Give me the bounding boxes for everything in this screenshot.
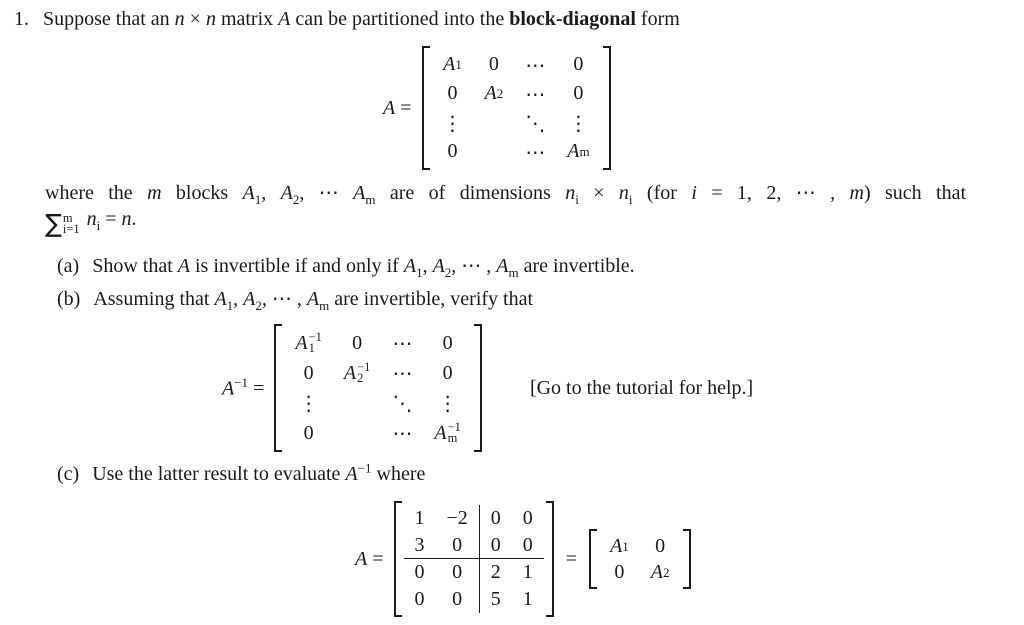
matrix-a (422, 46, 611, 170)
ddots-icon: ⋱ (525, 110, 546, 135)
math-var: A (343, 361, 357, 384)
matrix-cell: 0 (414, 561, 425, 583)
matrix-cell: 0 (573, 53, 584, 75)
matrix-cell (640, 559, 681, 585)
matrix-cell: 0 (414, 588, 425, 610)
math-var: A (567, 140, 580, 162)
math-var: A (214, 288, 227, 310)
script-stack (357, 359, 371, 385)
numeric-matrix-lhs: A = (355, 547, 384, 570)
item-b (57, 286, 533, 312)
subscript: i=1 (62, 222, 80, 236)
math-var: A (222, 377, 235, 400)
matrix-cell (423, 388, 472, 418)
math-var: A (443, 53, 456, 75)
subscript: m (579, 144, 590, 159)
matrix-cell: 0 (436, 586, 480, 613)
matrix-cell: 1 (522, 588, 533, 610)
right-bracket (546, 501, 554, 617)
matrix-cell: 0 (655, 534, 666, 557)
subscript: i (628, 192, 633, 207)
script-stack (447, 419, 461, 445)
matrix-cell (556, 137, 600, 166)
superscript: −1 (357, 359, 371, 374)
subscript: i (96, 218, 101, 233)
item-a-label: (a) (57, 255, 80, 277)
subscript: m (365, 192, 376, 207)
matrix-cell (381, 418, 423, 448)
item-c-label: (c) (57, 462, 80, 485)
matrix-cell: 0 (436, 532, 480, 559)
where-line-2: ∑ m i=1 $n_i = n$. (45, 208, 137, 238)
superscript: −1 (234, 374, 249, 390)
matrix-cell: 0 (490, 507, 501, 529)
subscript: 2 (444, 265, 452, 280)
left-bracket (422, 46, 430, 170)
item-c-text: Use the latter result to evaluate $A^{-1}$ where (92, 460, 426, 485)
math-var: A (306, 288, 320, 310)
left-bracket (589, 529, 597, 589)
numeric-matrix (394, 501, 554, 617)
subscript: 1 (455, 57, 462, 72)
matrix-cell: 0 (442, 331, 453, 354)
matrix-cell (474, 108, 515, 137)
matrix-cell: −2 (436, 505, 480, 532)
subscript: m (447, 431, 458, 445)
math-var: A (177, 255, 190, 277)
subscript: 1 (622, 538, 629, 554)
matrix-cell (381, 388, 423, 418)
subscript: 1 (254, 192, 262, 207)
math-var: m (147, 182, 162, 204)
superscript: −1 (357, 460, 372, 475)
vdots-icon: ⋮ (298, 391, 319, 415)
matrix-cell: 1 (522, 561, 533, 583)
left-bracket (274, 324, 282, 452)
where-line-1: where the m blocks $A_1$, $A_2$, ⋯ $A_m$ are of dimensions $n_i \times n_i$ (for i = 1, 2, ⋯ , m) such that (45, 182, 967, 207)
subscript: 1 (308, 341, 315, 355)
superscript: −1 (447, 419, 461, 434)
matrix-cell (432, 50, 474, 79)
math-var: A (295, 331, 308, 354)
right-bracket (683, 529, 691, 589)
matrix-cell: 0 (447, 140, 458, 162)
matrix-cell: 0 (436, 559, 480, 586)
item-b-label: (b) (57, 288, 81, 310)
cdots-icon: ⋯ (392, 421, 413, 445)
matrix-cell (514, 137, 556, 166)
cdots-icon: ⋯ (392, 331, 413, 355)
block-diagonal-equation (383, 46, 611, 170)
math-var: A (496, 255, 509, 277)
math-var: A (355, 547, 368, 570)
matrix-cell (432, 108, 474, 137)
tutorial-help-link[interactable]: [Go to the tutorial for help.] (529, 376, 754, 399)
matrix-cell: 5 (490, 588, 501, 610)
cdots-icon: ⋯ (392, 361, 413, 385)
matrix-cell: 0 (303, 421, 314, 444)
math-var: A (484, 82, 497, 104)
matrix-cell (284, 328, 333, 358)
matrix-cell: 0 (303, 361, 314, 384)
matrix-cell (381, 358, 423, 388)
subscript: 2 (255, 298, 262, 313)
intro-text: Suppose that an n × n matrix A can be partitioned into the block-diagonal form (43, 8, 680, 30)
math-var: m (849, 182, 864, 204)
matrix-cell (381, 328, 423, 358)
summation (45, 209, 80, 238)
right-bracket (603, 46, 611, 170)
vdots-icon: ⋮ (437, 391, 458, 415)
evaluate-equation (355, 501, 691, 617)
matrix-cell (333, 388, 382, 418)
matrix-cell (284, 388, 333, 418)
matrix-cell (514, 108, 556, 137)
math-var: i (691, 182, 697, 204)
matrix-cell (599, 533, 640, 559)
matrix-cell (474, 137, 515, 166)
matrix-a-inverse (274, 324, 482, 452)
matrix-a-inverse-grid (282, 324, 474, 452)
math-var: A (280, 182, 293, 204)
matrix-cell: 0 (480, 532, 512, 559)
matrix-a-lhs: A = (383, 96, 412, 119)
item-a-text: Show that A is invertible if and only if $A_1$, $A_2$, ⋯ , $A_m$ are invertible. (92, 255, 635, 280)
item-b-text: Assuming that $A_1$, $A_2$, ⋯ , $A_m$ are invertible, verify that (93, 288, 534, 313)
matrix-cell: 0 (512, 532, 544, 559)
math-var: A (345, 462, 358, 485)
superscript: m (62, 210, 73, 225)
matrix-cell (474, 79, 515, 108)
math-var: A (243, 288, 256, 310)
equals-sign: = (565, 547, 578, 570)
subscript: m (508, 265, 519, 280)
subscript: 2 (663, 564, 670, 580)
subscript: 2 (357, 371, 364, 385)
vdots-icon: ⋮ (442, 110, 463, 135)
subscript: 1 (226, 298, 234, 313)
left-bracket (394, 501, 402, 617)
math-var: n (618, 182, 629, 204)
problem-intro-line (14, 8, 680, 31)
subscript: 1 (416, 265, 423, 280)
item-c (57, 461, 425, 486)
matrix-cell: 0 (522, 507, 533, 529)
subscript: i (575, 192, 579, 207)
problem-number: 1. (14, 8, 29, 30)
inverse-equation (222, 324, 753, 452)
matrix-cell: 0 (488, 53, 499, 75)
superscript: −1 (308, 329, 322, 344)
script-stack (308, 329, 322, 355)
cdots-icon: ⋯ (525, 52, 546, 77)
math-var: n (205, 8, 216, 30)
matrix-cell: 0 (352, 331, 363, 354)
math-var: n (121, 208, 132, 230)
item-a (57, 253, 635, 279)
matrix-cell: 0 (573, 82, 584, 104)
matrix-a-grid (430, 46, 603, 170)
matrix-cell: 0 (614, 560, 625, 583)
matrix-a-inverse-lhs: $A^{-1}$ = (222, 374, 265, 400)
matrix-cell: 0 (442, 361, 453, 384)
matrix-cell (556, 108, 600, 137)
math-var: A (403, 255, 417, 277)
matrix-cell (333, 358, 382, 388)
matrix-cell: 1 (414, 507, 425, 529)
math-var: A (383, 96, 396, 119)
block-form-matrix-grid (597, 529, 682, 589)
where-paragraph (45, 180, 966, 236)
ddots-icon: ⋱ (392, 391, 413, 415)
matrix-cell: 0 (447, 82, 458, 104)
block-form-matrix (589, 529, 690, 589)
matrix-cell: 3 (404, 532, 436, 559)
cdots-icon: ⋯ (525, 81, 546, 106)
math-var: A (242, 182, 255, 204)
math-var: A (610, 534, 623, 557)
right-bracket (474, 324, 482, 452)
math-var: A (650, 560, 663, 583)
matrix-cell (423, 418, 472, 448)
subscript: 2 (496, 86, 504, 101)
math-var: n (565, 182, 576, 204)
matrix-cell (333, 418, 382, 448)
matrix-cell (514, 50, 556, 79)
sigma-icon: ∑ (45, 209, 62, 238)
bold-text: block-diagonal (509, 8, 636, 30)
script-stack (62, 210, 80, 236)
math-var: A (432, 255, 445, 277)
cdots-icon: ⋯ (525, 139, 546, 164)
subscript: 2 (292, 192, 300, 207)
matrix-cell (514, 79, 556, 108)
numeric-matrix-grid (402, 501, 546, 617)
math-var: n (174, 8, 185, 30)
math-var: A (278, 8, 291, 30)
matrix-cell: 2 (490, 561, 501, 583)
subscript: m (319, 298, 330, 313)
math-var: A (434, 421, 447, 444)
vdots-icon: ⋮ (568, 110, 589, 135)
math-var: n (86, 208, 97, 230)
math-var: A (353, 182, 366, 204)
